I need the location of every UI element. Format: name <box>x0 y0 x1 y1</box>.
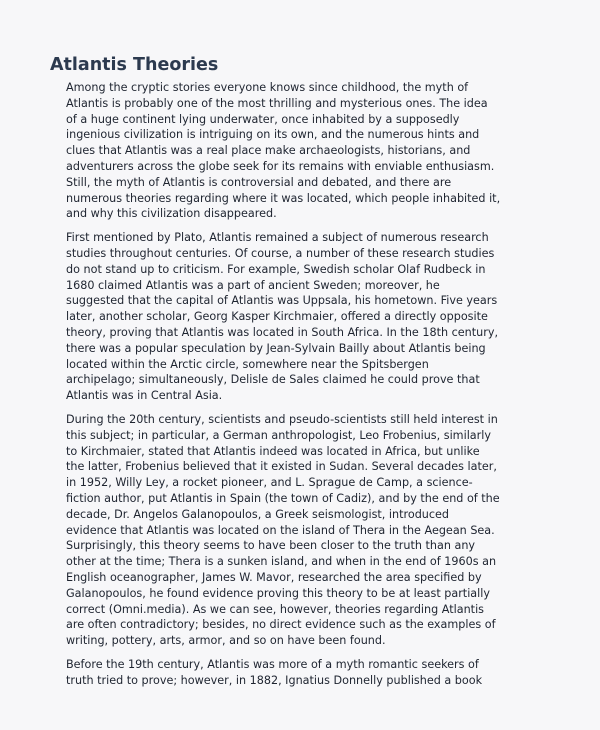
text-line: to Kirchmaier, stated that Atlantis indeed was located in Africa, but unlike <box>66 444 480 458</box>
text-line: theory, proving that Atlantis was located in South Africa. In the 18th century, <box>66 325 498 339</box>
text-line: decade, Dr. Angelos Galanopoulos, a Greek seismologist, introduced <box>66 507 450 521</box>
text-line: adventurers across the globe seek for its remains with enviable enthusiasm. <box>66 159 495 173</box>
text-line: 1680 claimed Atlantis was a part of ancient Sweden; moreover, he <box>66 278 440 292</box>
text-line: and why this civilization disappeared. <box>66 207 277 221</box>
paragraph-4 <box>66 657 550 689</box>
text-line: do not stand up to criticism. For example, Swedish scholar Olaf Rudbeck in <box>66 262 486 276</box>
text-line: Atlantis was in Central Asia. <box>66 389 223 403</box>
text-line: Before the 19th century, Atlantis was more of a myth romantic seekers of <box>66 657 479 671</box>
text-line: truth tried to prove; however, in 1882, Ignatius Donnelly published a book <box>66 673 483 687</box>
text-line: Galanopoulos, he found evidence proving this theory to be at least partially <box>66 586 490 600</box>
text-line: in 1952, Willy Ley, a rocket pioneer, and L. Sprague de Camp, a science- <box>66 476 473 490</box>
text-line: are often contradictory; besides, no direct evidence such as the examples of <box>66 618 496 632</box>
text-line: First mentioned by Plato, Atlantis remained a subject of numerous research <box>66 231 489 245</box>
text-line: clues that Atlantis was a real place make archaeologists, historians, and <box>66 144 471 158</box>
text-line: of a huge continent lying underwater, once inhabited by a supposedly <box>66 112 460 126</box>
text-line: suggested that the capital of Atlantis was Uppsala, his hometown. Five years <box>66 294 498 308</box>
text-line: writing, pottery, arts, armor, and so on have been found. <box>66 634 386 648</box>
text-line: other at the time; Thera is a sunken island, and when in the end of 1960s an <box>66 555 497 569</box>
text-line: the latter, Frobenius believed that it existed in Sudan. Several decades later, <box>66 460 497 474</box>
text-line: Atlantis is probably one of the most thrilling and mysterious ones. The idea <box>66 96 488 110</box>
paragraph-2 <box>66 230 550 404</box>
text-line: During the 20th century, scientists and pseudo-scientists still held interest in <box>66 412 498 426</box>
document-title: Atlantis Theories <box>50 55 219 75</box>
text-line: archipelago; simultaneously, Delisle de Sales claimed he could prove that <box>66 373 480 387</box>
text-line: this subject; in particular, a German anthropologist, Leo Frobenius, similarly <box>66 428 491 442</box>
text-line: studies throughout centuries. Of course, a number of these research studies <box>66 246 495 260</box>
document-body <box>66 80 550 696</box>
paragraph-3 <box>66 412 550 649</box>
text-line: correct (Omni.media). As we can see, however, theories regarding Atlantis <box>66 602 485 616</box>
text-line: later, another scholar, Georg Kasper Kirchmaier, offered a directly opposite <box>66 310 488 324</box>
text-line: ingenious civilization is intriguing on its own, and the numerous hints and <box>66 128 480 142</box>
text-line: fiction author, put Atlantis in Spain (the town of Cadiz), and by the end of the <box>66 491 500 505</box>
text-line: evidence that Atlantis was located on the island of Thera in the Aegean Sea. <box>66 523 495 537</box>
text-line: there was a popular speculation by Jean-Sylvain Bailly about Atlantis being <box>66 341 486 355</box>
text-line: Surprisingly, this theory seems to have been closer to the truth than any <box>66 539 476 553</box>
text-line: numerous theories regarding where it was located, which people inhabited it, <box>66 191 501 205</box>
text-line: Still, the myth of Atlantis is controversial and debated, and there are <box>66 175 452 189</box>
text-line: located within the Arctic circle, somewhere near the Spitsbergen <box>66 357 429 371</box>
paragraph-1 <box>66 80 550 222</box>
text-line: Among the cryptic stories everyone knows since childhood, the myth of <box>66 81 469 94</box>
text-line: English oceanographer, James W. Mavor, researched the area specified by <box>66 570 482 584</box>
